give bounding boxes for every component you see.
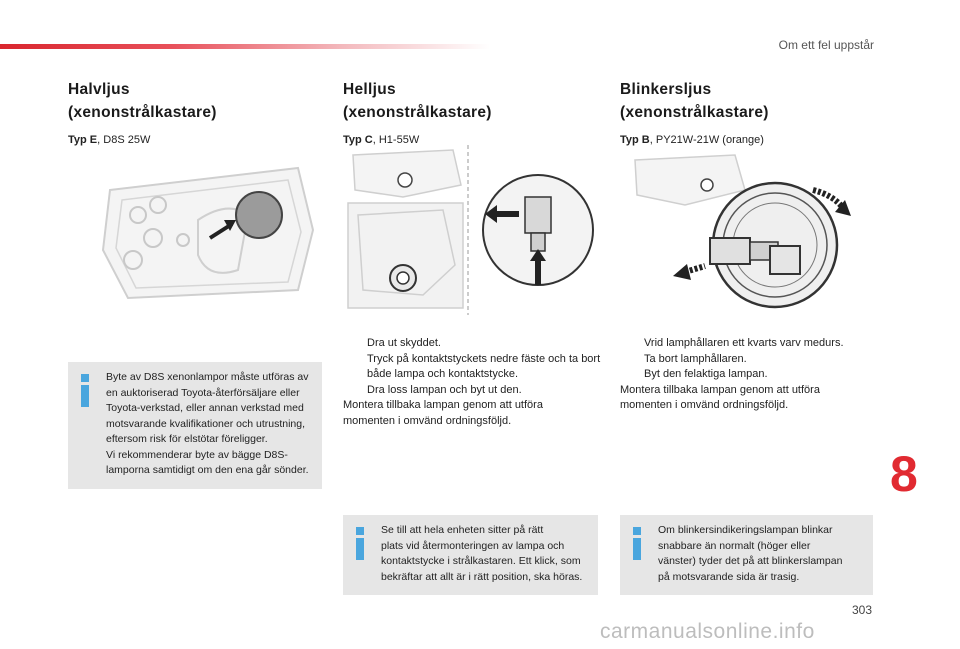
- turn-signal-headlamp-illustration: [625, 150, 865, 315]
- list-item: Ta bort lamphållaren.: [644, 352, 747, 365]
- bulb-type-turn-signal: Typ B, PY21W-21W (orange): [620, 134, 764, 146]
- list-item: Vrid lamphållaren ett kvarts varv medurs.: [644, 337, 844, 349]
- chapter-number: 8: [890, 446, 918, 502]
- closing-text-high-beam: Montera tillbaka lampan genom att utföra momenten i omvänd ordningsföljd.: [343, 399, 543, 427]
- column-low-beam: [68, 78, 330, 146]
- bulb-type-high-beam: Typ C, H1-55W: [343, 134, 420, 146]
- info-note-turn-signal: Om blinkersindikeringslampan blinkar snabbare än normalt (höger eller vänster) tyder det på att blinkerslampan på motsvarande sida är trasig.: [620, 515, 873, 595]
- steps-turn-signal: [620, 336, 882, 414]
- running-title: Om ett fel uppstår: [778, 38, 874, 52]
- high-beam-headlamp-illustration: [343, 145, 598, 315]
- closing-text-turn-signal: Montera tillbaka lampan genom att utföra momenten i omvänd ordningsföljd.: [620, 383, 820, 411]
- header-accent-bar: [0, 44, 490, 49]
- section-heading-high-beam: Helljus (xenonstrålkastare): [343, 81, 492, 121]
- page-number: 303: [851, 603, 872, 617]
- list-item: Dra ut skyddet.: [367, 337, 441, 349]
- info-icon: [356, 527, 364, 560]
- info-note-high-beam: Se till att hela enheten sitter på rätt plats vid återmonteringen av lampa och kontaktstycke i strålkastaren. Ett klick, som bekräftar att allt är i rätt position, ska höras.: [343, 515, 598, 595]
- info-icon: [81, 374, 89, 407]
- steps-high-beam: [343, 336, 605, 429]
- list-item: Dra loss lampan och byt ut den.: [367, 383, 522, 396]
- info-icon: [633, 527, 641, 560]
- watermark: carmanualsonline.info: [600, 620, 815, 643]
- info-note-low-beam: Byte av D8S xenonlampor måste utföras av en auktoriserad Toyota-återförsäljare eller Toyota-verkstad, eller annan verkstad med motsvarande kvalifikationer och utrustning, eftersom risk för elstötar föreligger. Vi rekommenderar byte av bägge D8S- lamporna samtidigt om den ena går sönder.: [68, 362, 322, 489]
- list-item: Byt den felaktiga lampan.: [644, 368, 768, 380]
- column-turn-signal: [620, 78, 882, 146]
- section-heading-low-beam: Halvljus (xenonstrålkastare): [68, 81, 217, 121]
- low-beam-headlamp-illustration: [98, 160, 318, 305]
- column-high-beam: [343, 78, 605, 146]
- list-item: Tryck på kontaktstyckets nedre fäste och ta bort både lampa och kontaktstycke.: [367, 352, 601, 380]
- section-heading-turn-signal: Blinkersljus (xenonstrålkastare): [620, 81, 769, 121]
- bulb-type-low-beam: Typ E, D8S 25W: [68, 134, 151, 146]
